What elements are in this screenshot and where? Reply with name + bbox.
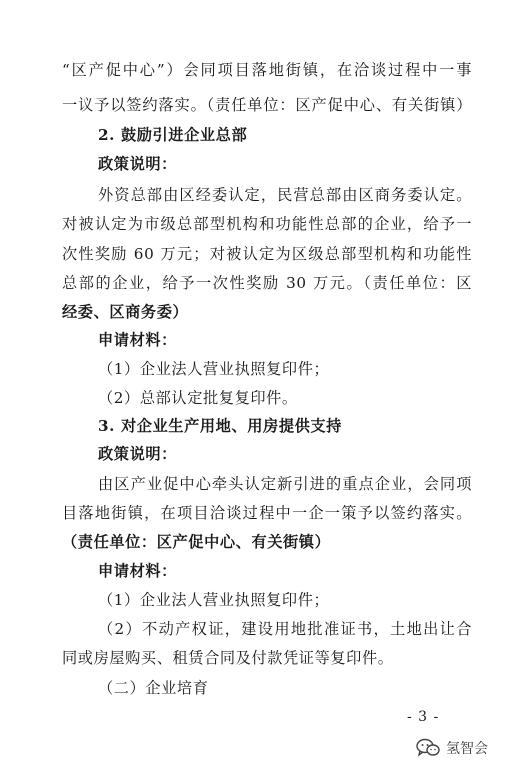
text-line-5: 外资总部由区经委认定，民营总部由区商务委认定。 xyxy=(98,186,472,204)
material-item-2: （2）不动产权证，建设用地批准证书，土地出让合 xyxy=(98,620,472,638)
text-line-17: （责任单位：区产促中心、有关街镇） xyxy=(62,533,331,551)
material-item-1: （1）企业法人营业执照复印件； xyxy=(98,591,330,609)
text-line-15: 由区产业促中心牵头认定新引进的重点企业，会同项 xyxy=(98,475,472,493)
policy-label: 政策说明： xyxy=(98,155,177,173)
section-heading-2: 2. 鼓励引进企业总部 xyxy=(98,126,248,144)
materials-label: 申请材料： xyxy=(98,562,177,580)
material-item-2: （2）总部认定批复复印件。 xyxy=(98,389,298,407)
section-heading-3: 3. 对企业生产用地、用房提供支持 xyxy=(98,417,342,435)
page-number: - 3 - xyxy=(407,709,440,725)
section-heading-b: （二）企业培育 xyxy=(98,679,209,697)
text-line-21: 同或房屋购买、租赁合同及付款凭证等复印件。 xyxy=(62,649,394,667)
policy-label: 政策说明： xyxy=(98,445,177,463)
text-line-2: 一议予以签约落实。（责任单位：区产促中心、有关街镇） xyxy=(62,96,472,114)
text-line-6: 对被认定为市级总部型机构和功能性总部的企业，给予一 xyxy=(62,215,472,233)
watermark xyxy=(416,736,488,760)
text-line-7: 次性奖励 60 万元；对被认定为区级总部型机构和功能性 xyxy=(62,245,472,263)
text-line-8: 总部的企业，给予一次性奖励 30 万元。（责任单位：区 xyxy=(62,274,472,292)
material-item-1: （1）企业法人营业执照复印件； xyxy=(98,360,330,378)
wechat-icon xyxy=(416,738,440,758)
watermark-text: 氢智会 xyxy=(446,741,488,757)
text-line-16: 目落地街镇，在项目洽谈过程中一企一策予以签约落实。 xyxy=(62,504,472,522)
text-line-9: 经委、区商务委） xyxy=(62,303,189,321)
text-line-1: “区产促中心”）会同项目落地街镇，在洽谈过程中一事 xyxy=(62,61,472,79)
materials-label: 申请材料： xyxy=(98,331,177,349)
